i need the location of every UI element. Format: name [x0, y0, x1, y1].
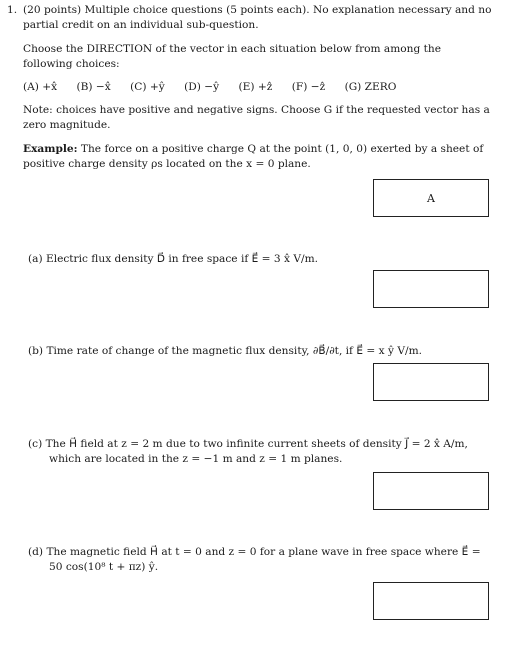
example-text [23, 142, 493, 172]
answer-box-b[interactable] [373, 363, 489, 401]
subquestion-c-label: (c) [28, 438, 43, 450]
choices-list [23, 80, 493, 95]
subquestion-b-label: (b) [28, 345, 44, 357]
choice-b: (B) −x̂ [76, 81, 111, 93]
choice-d: (D) −ŷ [184, 81, 220, 93]
subquestion-d-label: (d) [28, 546, 44, 558]
subquestion-a-label: (a) [28, 253, 43, 265]
subquestion-c [28, 437, 488, 467]
example-body: The force on a positive charge Q at the point (1, 0, 0) exerted by a sheet of positive charge density ρs located on the x = 0 plane. [23, 143, 484, 170]
subquestion-a-text: Electric flux density D⃗ in free space if E⃗ = 3 x̂ V/m. [45, 253, 319, 265]
question-number: 1. [7, 4, 18, 16]
subquestion-d [28, 545, 488, 575]
instruction-text: Choose the DIRECTION of the vector in each situation below from among the following choices: [23, 43, 441, 70]
subquestion-d-text: The magnetic field H⃗ at t = 0 and z = 0 for a plane wave in free space where E⃗ = 50 cos(10⁸ t + πz) ŷ. [46, 546, 481, 573]
choice-a: (A) +x̂ [23, 81, 58, 93]
subquestion-c-text: The H⃗ field at z = 2 m due to two infinite current sheets of density J⃗ = 2 x̂ A/m, which are located in the z = −1 m and z = 1 m planes. [45, 438, 468, 465]
answer-box-a[interactable] [373, 270, 489, 308]
example-answer-box [373, 179, 489, 217]
choice-g: (G) ZERO [344, 81, 397, 93]
subquestion-b [28, 344, 488, 359]
answer-box-d[interactable] [373, 582, 489, 620]
question-intro: (20 points) Multiple choice questions (5 points each). No explanation necessary and no partial credit on an individual sub-question. [23, 4, 492, 31]
subquestion-b-text: Time rate of change of the magnetic flux density, ∂B⃗/∂t, if E⃗ = x ŷ V/m. [46, 345, 422, 357]
choice-c: (C) +ŷ [130, 81, 165, 93]
note-text: Note: choices have positive and negative signs. Choose G if the requested vector has a zero magnitude. [23, 104, 490, 131]
choice-e: (E) +ẑ [238, 81, 273, 93]
answer-box-c[interactable] [373, 472, 489, 510]
choice-f: (F) −ẑ [291, 81, 326, 93]
example-answer: A [427, 191, 435, 205]
example-label: Example: [23, 143, 78, 155]
subquestion-a [28, 252, 488, 267]
